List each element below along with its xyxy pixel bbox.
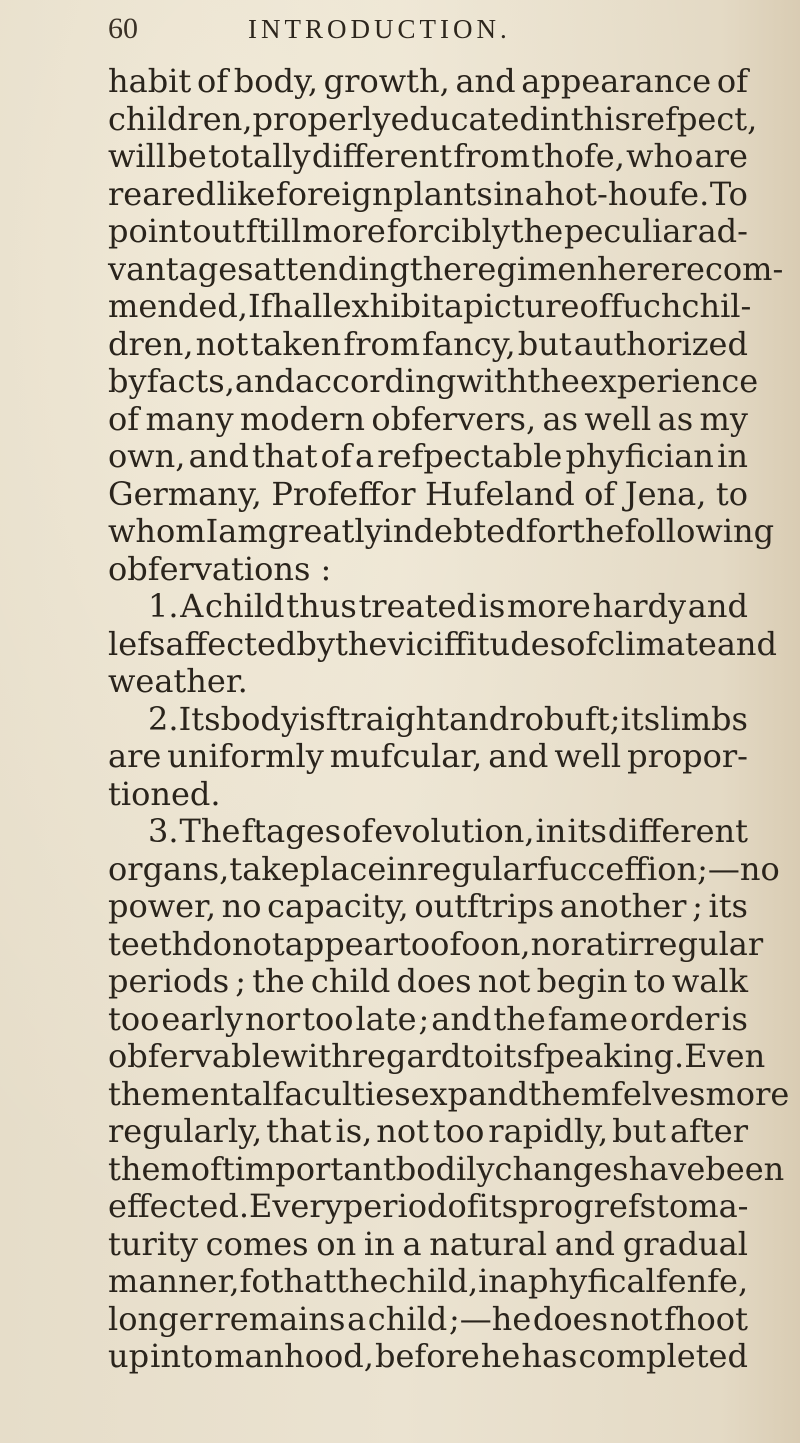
text-line: manner, fo that the child, in a phyfical fenfe, [108, 1262, 749, 1300]
text-line: periods ; the child does not begin to walk [108, 962, 748, 1000]
text-line: power, no capacity, outftrips another ; its [108, 887, 748, 925]
body-text [108, 62, 790, 1376]
page-number: 60 [108, 12, 138, 45]
text-line: mended, I fhall exhibit a picture of fuch chil- [108, 287, 752, 325]
text-line: the mental faculties expand themfelves more [108, 1074, 790, 1113]
running-head: INTRODUCTION. [248, 14, 511, 44]
text-line: children, properly educated in this refpect, [108, 99, 758, 138]
text-line: of many modern obfervers, as well as my [108, 399, 748, 438]
text-line: dren, not taken from fancy, but authorized [108, 324, 748, 363]
text-line: lefs affected by the viciffitudes of climate and [108, 624, 777, 663]
text-line: 3. The ftages of evolution, in its different [148, 812, 748, 850]
text-line: regularly, that is, not too rapidly, but after [108, 1112, 748, 1150]
text-line: reared like foreign plants in a hot-houfe. To [108, 174, 748, 213]
text-line: Germany, Profeffor Hufeland of Jena, to [108, 474, 748, 513]
text-line: 2. Its body is ftraight and robuft ; its limbs [148, 699, 748, 738]
text-line: point out ftill more forcibly the peculiar ad- [108, 212, 748, 250]
text-line: turity comes on in a natural and gradual [108, 1224, 748, 1263]
text-line: by facts, and according with the experience [108, 362, 759, 400]
text-line: too early nor too late ; and the fame order is [108, 999, 748, 1038]
text-line: organs, take place in regular fucceffion ;—no [108, 849, 780, 888]
text-line: vantages attending the regimen here recom- [108, 249, 784, 288]
text-line: 1. A child thus treated is more hardy and [148, 587, 748, 625]
text-line: teeth do not appear too foon, nor at irregular [108, 924, 764, 963]
text-line: are uniformly mufcular, and well propor- [108, 737, 748, 775]
text-line: habit of body, growth, and appearance of [108, 62, 748, 100]
text-line: obfervable with regard to its fpeaking. Even [108, 1037, 766, 1075]
text-line: tioned. [108, 774, 221, 813]
text-line: will be totally different from thofe, who are [108, 137, 748, 175]
page-header [108, 12, 740, 52]
text-line: own, and that of a refpectable phyfician in [108, 437, 748, 475]
text-line: longer remains a child ;—he does not fhoot [108, 1299, 748, 1338]
text-line: effected. Every period of its progrefs to ma- [108, 1187, 749, 1225]
text-line: obfervations : [108, 549, 332, 588]
text-line: the moft important bodily changes have been [108, 1149, 785, 1188]
text-line: whom I am greatly indebted for the following [108, 512, 775, 550]
text-line: weather. [108, 662, 248, 700]
text-line: up into manhood, before he has completed [108, 1337, 748, 1375]
